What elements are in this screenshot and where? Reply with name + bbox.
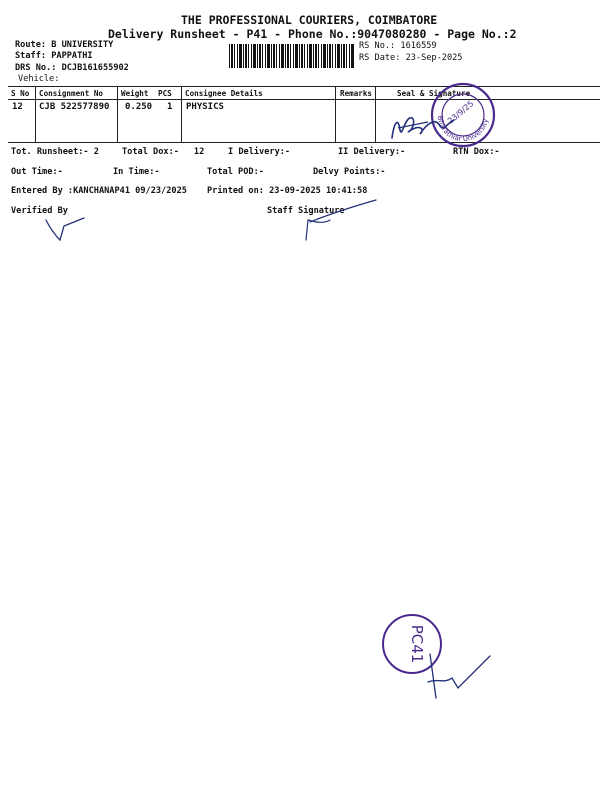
staff-signature-label: Staff Signature — [267, 206, 345, 216]
staff-signature — [300, 198, 380, 243]
rs-number: RS No.: 1616559 — [359, 41, 437, 51]
stamp-signature — [418, 652, 498, 702]
cell-consignment: CJB 522577890 — [39, 102, 110, 112]
verified-by-label: Verified By — [11, 206, 68, 216]
drs-number — [15, 63, 129, 73]
total-dox — [122, 147, 204, 157]
ii-delivery: II Delivery:- — [338, 147, 406, 157]
runsheet-subtitle: Delivery Runsheet - P41 - Phone No.:9047080280 - Page No.:2 — [108, 27, 517, 41]
total-dox-value: 12 — [193, 147, 205, 157]
route-label: Route: B UNIVERSITY — [15, 40, 114, 50]
company-title: THE PROFESSIONAL COURIERS, COIMBATORE — [181, 13, 438, 27]
col-header-sno: S No — [11, 89, 30, 98]
cell-weight: 0.250 — [125, 102, 153, 112]
i-delivery: I Delivery:- — [228, 147, 291, 157]
cell-pcs: 1 — [167, 102, 173, 112]
col-header-consignment: Consignment No — [39, 89, 104, 98]
col-divider — [181, 87, 182, 142]
col-header-seal: Seal & Signature — [397, 89, 471, 98]
seal-date: 23/9/25 — [446, 98, 476, 126]
col-divider — [117, 87, 118, 142]
barcode — [229, 44, 355, 68]
total-pod: Total POD:- — [207, 167, 264, 177]
col-divider — [35, 87, 36, 142]
verified-signature — [44, 214, 94, 244]
table-top-rule — [8, 86, 600, 87]
col-header-pcs: PCS — [158, 89, 172, 98]
delvy-points: Delvy Points:- — [313, 167, 386, 177]
cell-consignee: PHYSICS — [186, 102, 224, 112]
col-divider — [335, 87, 336, 142]
table-bottom-rule — [8, 142, 600, 143]
vehicle-label: Vehicle: — [18, 74, 60, 84]
receiver-signature — [388, 108, 458, 148]
cell-sno: 12 — [12, 102, 23, 112]
table-header-rule — [8, 99, 600, 100]
entered-by: Entered By :KANCHANAP41 09/23/2025 — [11, 186, 187, 196]
col-header-consignee: Consignee Details — [185, 89, 263, 98]
rtn-dox: RTN Dox:- — [453, 147, 500, 157]
pc41-stamp-text: PC41 — [408, 624, 426, 664]
col-header-weight: Weight — [121, 89, 149, 98]
drs-label: DRS No.: — [15, 63, 62, 73]
rs-date: RS Date: 23-Sep-2025 — [359, 53, 463, 63]
seal-text: Bharathiar University — [435, 115, 490, 144]
drs-value: DCJB161655902 — [61, 63, 129, 73]
printed-on: Printed on: 23-09-2025 10:41:58 — [207, 186, 368, 196]
in-time: In Time:- — [113, 167, 160, 177]
col-divider — [375, 87, 376, 142]
total-dox-label: Total Dox:- — [122, 147, 179, 157]
staff-label: Staff: PAPPATHI — [15, 51, 93, 61]
out-time: Out Time:- — [11, 167, 63, 177]
tot-runsheet: Tot. Runsheet:- 2 — [11, 147, 99, 157]
col-header-remarks: Remarks — [340, 89, 373, 98]
